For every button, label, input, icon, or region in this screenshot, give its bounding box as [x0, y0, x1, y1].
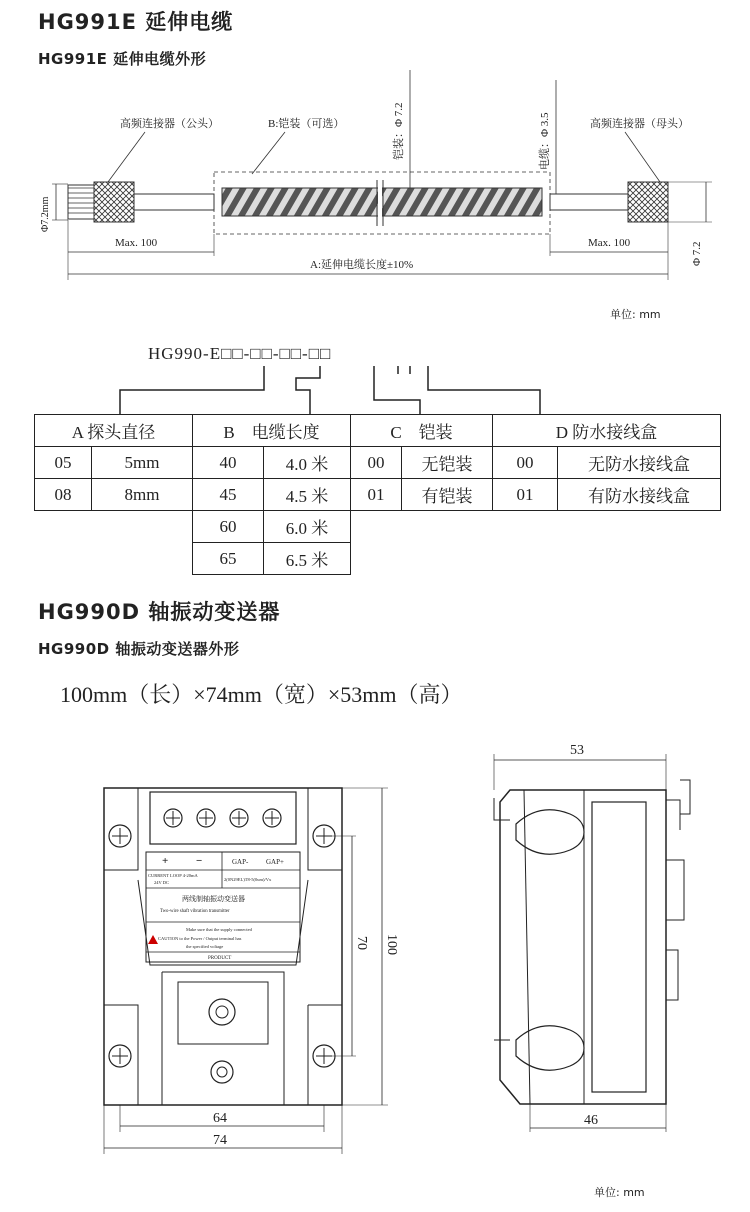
cell: 40	[193, 447, 264, 479]
transmitter-front-view	[90, 760, 420, 1160]
header-b: B 电缆长度	[193, 415, 351, 447]
dim-right-dia: Φ 7.2	[691, 241, 703, 266]
male-connector	[68, 182, 214, 222]
terminal-screws	[164, 809, 281, 827]
table-row	[35, 447, 721, 479]
blank-cell	[351, 511, 721, 543]
section1-unit: 单位: mm	[610, 308, 661, 321]
cell: 4.0 米	[264, 447, 351, 479]
cable-drawing	[0, 70, 750, 300]
header-d: D 防水接线盒	[493, 415, 721, 447]
section1-title: HG991E 延伸电缆	[38, 10, 234, 34]
female-connector	[550, 182, 668, 222]
blank-cell	[35, 543, 193, 575]
transmitter-side-view	[480, 740, 720, 1140]
cell: 无防水接线盒	[558, 447, 721, 479]
table-row	[35, 543, 721, 575]
cell: 有防水接线盒	[558, 479, 721, 511]
label-plus: +	[162, 855, 169, 867]
order-code	[148, 344, 331, 364]
cell: 60	[193, 511, 264, 543]
label-cable-dia: 电缆：Φ 3.5	[539, 112, 551, 170]
dim-53: 53	[570, 743, 584, 758]
dim-64: 64	[213, 1111, 227, 1126]
section2-unit: 单位: mm	[594, 1186, 645, 1199]
cell: 00	[351, 447, 402, 479]
header-a: A 探头直径	[35, 415, 193, 447]
order-code-boxes: □□-□□-□□-□□	[221, 344, 332, 363]
dim-100: 100	[384, 934, 399, 955]
label-name-en: Two-wire shaft vibration transmitter	[160, 909, 230, 914]
dim-70: 70	[354, 936, 369, 950]
cell: 6.0 米	[264, 511, 351, 543]
cell: 01	[351, 479, 402, 511]
cell: 有铠装	[402, 479, 493, 511]
label-product: PRODUCT	[208, 956, 232, 961]
label-minus: −	[196, 855, 203, 867]
label-name-cn: 两线制轴振动变送器	[182, 895, 245, 903]
cell: 无铠装	[402, 447, 493, 479]
label-caution2: CAUTION to the Power / Output terminal has	[158, 936, 242, 941]
label-male: 高频连接器（公头）	[120, 118, 219, 130]
spec-table	[34, 414, 721, 575]
cell: 6.5 米	[264, 543, 351, 575]
order-code-leaders	[0, 364, 750, 416]
dimensions-text: 100mm（长）×74mm（宽）×53mm（高）	[60, 682, 463, 707]
cell: 00	[493, 447, 558, 479]
cell: 5mm	[92, 447, 193, 479]
label-armor-dia: 铠装：Φ 7.2	[393, 102, 405, 160]
cell: 45	[193, 479, 264, 511]
label-gap-plus: GAP+	[266, 858, 284, 866]
dim-right-max: Max. 100	[588, 237, 631, 249]
section2-subtitle: HG990D 轴振动变送器外形	[38, 640, 240, 658]
dim-left-dia: Φ7.2mm	[40, 196, 51, 232]
label-gap-minus: GAP-	[232, 858, 249, 866]
dim-length: A:延伸电缆长度±10%	[310, 259, 414, 271]
blank-cell	[35, 511, 193, 543]
table-row	[35, 511, 721, 543]
dim-left-max: Max. 100	[115, 237, 158, 249]
label-armor: B:铠装（可选）	[268, 118, 345, 130]
cell: 01	[493, 479, 558, 511]
label-caution3: the specified voltage	[186, 944, 224, 949]
dim-46: 46	[584, 1113, 598, 1128]
order-code-prefix: HG990-E	[148, 344, 222, 363]
header-c: C 铠装	[351, 415, 493, 447]
label-current: CURRENT LOOP 4-20mA	[148, 873, 198, 878]
blank-cell	[351, 543, 721, 575]
table-row	[35, 479, 721, 511]
armor-section	[214, 172, 550, 234]
label-female: 高频连接器（母头）	[590, 118, 689, 130]
cell: 05	[35, 447, 92, 479]
section2-title: HG990D 轴振动变送器	[38, 600, 281, 624]
cell: 8mm	[92, 479, 193, 511]
dim-74: 74	[213, 1133, 227, 1148]
label-range: 2(0N29EL)T8-5(0um)/Vx	[224, 877, 272, 882]
table-row	[35, 415, 721, 447]
cell: 4.5 米	[264, 479, 351, 511]
label-supply: 24V DC	[154, 880, 170, 885]
label-caution1: Make sure that the supply connected	[186, 927, 252, 932]
cell: 65	[193, 543, 264, 575]
section1-subtitle: HG991E 延伸电缆外形	[38, 50, 207, 68]
cell: 08	[35, 479, 92, 511]
